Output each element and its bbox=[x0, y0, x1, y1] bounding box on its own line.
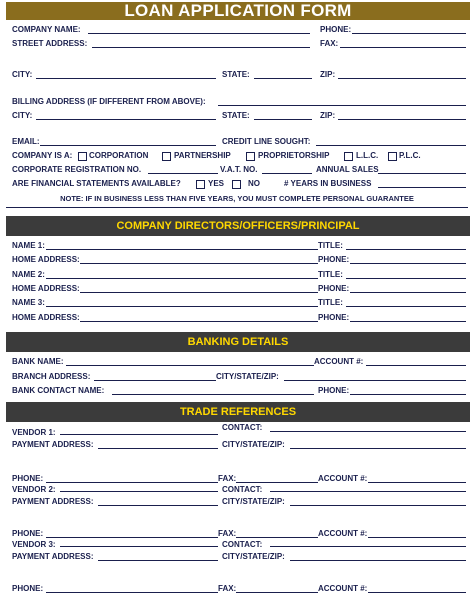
name1-label: NAME 1: bbox=[12, 241, 45, 250]
registration-row bbox=[6, 164, 468, 176]
bank-contact-row bbox=[6, 385, 468, 397]
city-row bbox=[6, 69, 468, 81]
street-field[interactable] bbox=[92, 38, 310, 48]
financials-row bbox=[6, 178, 468, 190]
phone1-label: PHONE: bbox=[318, 255, 350, 264]
street-label: STREET ADDRESS: bbox=[12, 39, 88, 48]
llc-checkbox[interactable] bbox=[344, 152, 353, 161]
home3-row bbox=[6, 312, 468, 324]
vat-label: V.A.T. NO. bbox=[220, 165, 258, 174]
banking-heading: BANKING DETAILS bbox=[187, 336, 289, 348]
bank-csz-label: CITY/STATE/ZIP: bbox=[216, 372, 279, 381]
vendor3-csz-field[interactable] bbox=[290, 551, 466, 561]
yes-checkbox[interactable] bbox=[196, 180, 205, 189]
name3-field[interactable] bbox=[46, 297, 318, 307]
annual-sales-field[interactable] bbox=[378, 164, 466, 174]
vendor3-account-label: ACCOUNT #: bbox=[318, 584, 368, 593]
partnership-checkbox[interactable] bbox=[162, 152, 171, 161]
directors-section-header bbox=[6, 216, 470, 236]
home1-label: HOME ADDRESS: bbox=[12, 255, 80, 264]
phone-field[interactable] bbox=[352, 24, 466, 34]
phone-label: PHONE: bbox=[320, 25, 352, 34]
vendor1-fax-label: FAX: bbox=[218, 474, 237, 483]
company-name-row bbox=[6, 24, 468, 36]
city-label: CITY: bbox=[12, 70, 33, 79]
bank-phone-field[interactable] bbox=[350, 385, 466, 395]
vendor2-account-label: ACCOUNT #: bbox=[318, 529, 368, 538]
vendor1-row bbox=[6, 425, 468, 437]
name1-field[interactable] bbox=[46, 240, 318, 250]
vendor1-label: VENDOR 1: bbox=[12, 428, 56, 437]
title2-label: TITLE: bbox=[318, 270, 343, 279]
zip-field[interactable] bbox=[338, 69, 466, 79]
vendor1-payment-field[interactable] bbox=[98, 439, 218, 449]
corp-reg-label: CORPORATE REGISTRATION NO. bbox=[12, 165, 142, 174]
name3-label: NAME 3: bbox=[12, 298, 45, 307]
directors-heading: COMPANY DIRECTORS/OFFICERS/PRINCIPAL bbox=[116, 220, 360, 232]
home3-field[interactable] bbox=[80, 312, 318, 322]
branch-label: BRANCH ADDRESS: bbox=[12, 372, 91, 381]
yes-label: YES bbox=[208, 179, 225, 188]
trade-heading: TRADE REFERENCES bbox=[179, 406, 297, 418]
email-label: EMAIL: bbox=[12, 137, 40, 146]
proprietorship-label: PROPRIETORSHIP bbox=[258, 151, 330, 160]
guarantee-note: NOTE: IF IN BUSINESS LESS THAN FIVE YEARS, YOU MUST COMPLETE PERSONAL GUARANTEE bbox=[60, 194, 414, 203]
partnership-label: PARTNERSHIP bbox=[174, 151, 231, 160]
vendor1-payment-label: PAYMENT ADDRESS: bbox=[12, 440, 94, 449]
home2-row bbox=[6, 283, 468, 295]
home2-field[interactable] bbox=[80, 283, 318, 293]
billing-row bbox=[6, 96, 468, 108]
phone2-field[interactable] bbox=[350, 283, 466, 293]
bank-contact-label: BANK CONTACT NAME: bbox=[12, 386, 105, 395]
title1-label: TITLE: bbox=[318, 241, 343, 250]
vendor3-contact-field[interactable] bbox=[270, 537, 466, 547]
vendor2-contact-field[interactable] bbox=[270, 482, 466, 492]
vendor3-field[interactable] bbox=[60, 537, 218, 547]
zip-label: ZIP: bbox=[320, 70, 336, 79]
vendor1-payment-row bbox=[6, 439, 468, 451]
vendor1-csz-label: CITY/STATE/ZIP: bbox=[222, 440, 285, 449]
vendor2-fax-label: FAX: bbox=[218, 529, 237, 538]
city2-label: CITY: bbox=[12, 111, 33, 120]
company-name-field[interactable] bbox=[88, 24, 310, 34]
state-label: STATE: bbox=[222, 70, 250, 79]
plc-label: P.L.C. bbox=[399, 151, 421, 160]
email-row bbox=[6, 136, 468, 148]
company-type-row bbox=[6, 150, 468, 162]
financials-label: ARE FINANCIAL STATEMENTS AVAILABLE? bbox=[12, 179, 181, 188]
branch-row bbox=[6, 371, 468, 383]
vendor3-fax-label: FAX: bbox=[218, 584, 237, 593]
vendor2-payment-field[interactable] bbox=[98, 496, 218, 506]
fax-label: FAX: bbox=[320, 39, 339, 48]
vendor1-account-label: ACCOUNT #: bbox=[318, 474, 368, 483]
credit-line-field[interactable] bbox=[316, 136, 466, 146]
vendor3-payment-label: PAYMENT ADDRESS: bbox=[12, 552, 94, 561]
vendor3-payment-field[interactable] bbox=[98, 551, 218, 561]
vendor2-payment-label: PAYMENT ADDRESS: bbox=[12, 497, 94, 506]
plc-checkbox[interactable] bbox=[388, 152, 397, 161]
no-label: NO bbox=[248, 179, 260, 188]
form-title: LOAN APPLICATION FORM bbox=[6, 2, 470, 20]
city2-field[interactable] bbox=[36, 110, 216, 120]
billing-field[interactable] bbox=[218, 96, 466, 106]
vat-field[interactable] bbox=[262, 164, 312, 174]
years-field[interactable] bbox=[378, 178, 466, 188]
state-field[interactable] bbox=[254, 69, 312, 79]
vendor2-payment-row bbox=[6, 496, 468, 508]
vendor1-csz-field[interactable] bbox=[290, 439, 466, 449]
city-field[interactable] bbox=[36, 69, 216, 79]
branch-field[interactable] bbox=[94, 371, 216, 381]
name2-field[interactable] bbox=[46, 269, 318, 279]
title2-field[interactable] bbox=[346, 269, 466, 279]
corporation-checkbox[interactable] bbox=[78, 152, 87, 161]
title3-label: TITLE: bbox=[318, 298, 343, 307]
email-field[interactable] bbox=[40, 136, 216, 146]
vendor3-phone-row bbox=[6, 583, 468, 595]
zip2-label: ZIP: bbox=[320, 111, 336, 120]
state2-label: STATE: bbox=[222, 111, 250, 120]
vendor2-contact-label: CONTACT: bbox=[222, 485, 263, 494]
divider bbox=[6, 207, 468, 208]
name3-row bbox=[6, 297, 468, 309]
bank-name-label: BANK NAME: bbox=[12, 357, 64, 366]
city2-row bbox=[6, 110, 468, 122]
vendor3-phone-field[interactable] bbox=[46, 583, 218, 593]
vendor3-row bbox=[6, 537, 468, 549]
phone3-field[interactable] bbox=[350, 312, 466, 322]
no-checkbox[interactable] bbox=[232, 180, 241, 189]
vendor3-payment-row bbox=[6, 551, 468, 563]
vendor2-label: VENDOR 2: bbox=[12, 485, 56, 494]
vendor3-fax-field[interactable] bbox=[236, 583, 318, 593]
vendor1-contact-field[interactable] bbox=[270, 422, 466, 432]
company-name-label: COMPANY NAME: bbox=[12, 25, 81, 34]
bank-account-field[interactable] bbox=[366, 356, 466, 366]
vendor3-csz-label: CITY/STATE/ZIP: bbox=[222, 552, 285, 561]
vendor2-csz-label: CITY/STATE/ZIP: bbox=[222, 497, 285, 506]
name2-row bbox=[6, 269, 468, 281]
bank-contact-field[interactable] bbox=[112, 385, 314, 395]
phone1-field[interactable] bbox=[350, 254, 466, 264]
vendor1-field[interactable] bbox=[60, 425, 218, 435]
vendor1-phone-label: PHONE: bbox=[12, 474, 44, 483]
trade-section-header bbox=[6, 402, 470, 422]
home2-label: HOME ADDRESS: bbox=[12, 284, 80, 293]
company-is-label: COMPANY IS A: bbox=[12, 151, 73, 160]
state2-field[interactable] bbox=[254, 110, 312, 120]
bank-phone-label: PHONE: bbox=[318, 386, 350, 395]
vendor2-csz-field[interactable] bbox=[290, 496, 466, 506]
name2-label: NAME 2: bbox=[12, 270, 45, 279]
phone3-label: PHONE: bbox=[318, 313, 350, 322]
proprietorship-checkbox[interactable] bbox=[246, 152, 255, 161]
vendor2-row bbox=[6, 482, 468, 494]
title3-field[interactable] bbox=[346, 297, 466, 307]
vendor3-contact-label: CONTACT: bbox=[222, 540, 263, 549]
fax-field[interactable] bbox=[340, 38, 466, 48]
vendor2-field[interactable] bbox=[60, 482, 218, 492]
bank-name-row bbox=[6, 356, 468, 368]
vendor3-account-field[interactable] bbox=[368, 583, 466, 593]
llc-label: L.L.C. bbox=[356, 151, 379, 160]
phone2-label: PHONE: bbox=[318, 284, 350, 293]
banking-section-header bbox=[6, 332, 470, 352]
vendor2-phone-label: PHONE: bbox=[12, 529, 44, 538]
street-row bbox=[6, 38, 468, 50]
home1-row bbox=[6, 254, 468, 266]
home3-label: HOME ADDRESS: bbox=[12, 313, 80, 322]
bank-name-field[interactable] bbox=[66, 356, 314, 366]
corporation-label: CORPORATION bbox=[89, 151, 149, 160]
zip2-field[interactable] bbox=[338, 110, 466, 120]
vendor3-phone-label: PHONE: bbox=[12, 584, 44, 593]
annual-sales-label: ANNUAL SALES bbox=[316, 165, 379, 174]
vendor1-contact-label: CONTACT: bbox=[222, 423, 263, 432]
bank-csz-field[interactable] bbox=[284, 371, 466, 381]
corp-reg-field[interactable] bbox=[148, 164, 218, 174]
vendor3-label: VENDOR 3: bbox=[12, 540, 56, 549]
title1-field[interactable] bbox=[346, 240, 466, 250]
bank-account-label: ACCOUNT #: bbox=[314, 357, 364, 366]
credit-line-label: CREDIT LINE SOUGHT: bbox=[222, 137, 311, 146]
billing-label: BILLING ADDRESS (IF DIFFERENT FROM ABOVE): bbox=[12, 97, 206, 106]
name1-row bbox=[6, 240, 468, 252]
home1-field[interactable] bbox=[80, 254, 318, 264]
years-label: # YEARS IN BUSINESS bbox=[284, 179, 372, 188]
